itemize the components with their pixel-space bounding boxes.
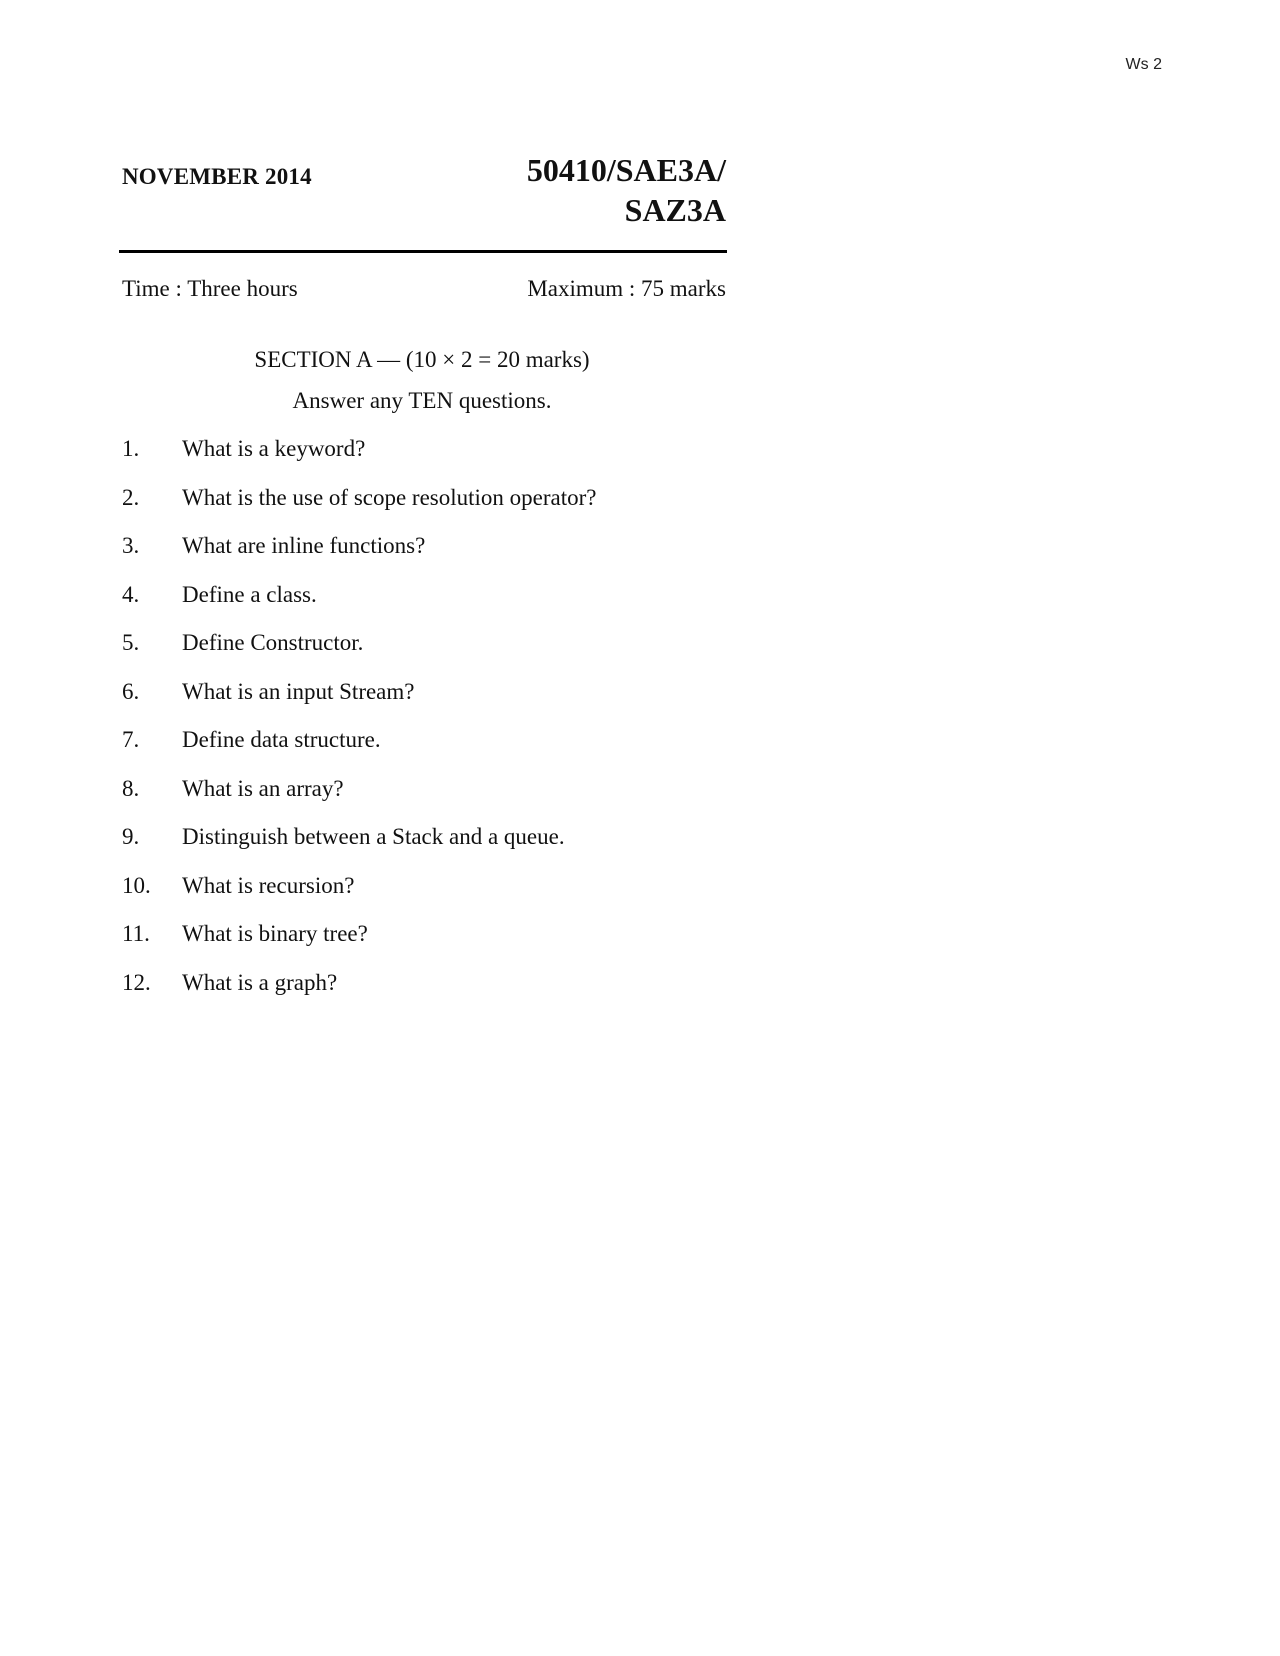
maximum-marks: Maximum : 75 marks — [527, 276, 726, 301]
question-number: 5. — [122, 630, 140, 655]
time-allowed: Time : Three hours — [122, 276, 298, 301]
question-text: What is binary tree? — [182, 921, 368, 946]
page-label: Ws 2 — [1125, 56, 1162, 73]
question-text: What is recursion? — [182, 872, 355, 898]
question-text: Define data structure. — [182, 727, 381, 752]
paper-code — [527, 150, 726, 230]
question-text: What is a graph? — [182, 969, 338, 995]
question-text: What is the use of scope resolution operator? — [182, 484, 597, 510]
section-heading: SECTION A — (10 × 2 = 20 marks) — [254, 347, 590, 372]
question-text: Distinguish between a Stack and a queue. — [182, 824, 565, 849]
question-number: 9. — [122, 824, 140, 849]
question-text: What is an array? — [182, 775, 344, 801]
question-number: 7. — [122, 727, 140, 752]
question-text: What are inline functions? — [182, 533, 426, 558]
question-text: Define Constructor. — [182, 630, 364, 655]
question-number: 6. — [122, 678, 140, 704]
paper-code-line-2: SAZ3A — [624, 192, 726, 228]
question-text: What is an input Stream? — [182, 678, 415, 704]
question-number: 2. — [122, 484, 140, 510]
question-number: 10. — [122, 872, 151, 898]
exam-date: NOVEMBER 2014 — [122, 164, 312, 189]
exam-header — [122, 150, 726, 240]
section-instruction: Answer any TEN questions. — [292, 388, 552, 413]
question-text: Define a class. — [182, 581, 317, 607]
question-number: 1. — [122, 436, 140, 461]
question-number: 11. — [122, 921, 150, 946]
question-number: 12. — [122, 969, 151, 995]
question-number: 3. — [122, 533, 140, 558]
question-text: What is a keyword? — [182, 436, 366, 461]
header-divider — [119, 250, 727, 253]
question-number: 8. — [122, 775, 140, 801]
paper-code-line-1: 50410/SAE3A/ — [526, 152, 726, 188]
question-number: 4. — [122, 581, 140, 607]
